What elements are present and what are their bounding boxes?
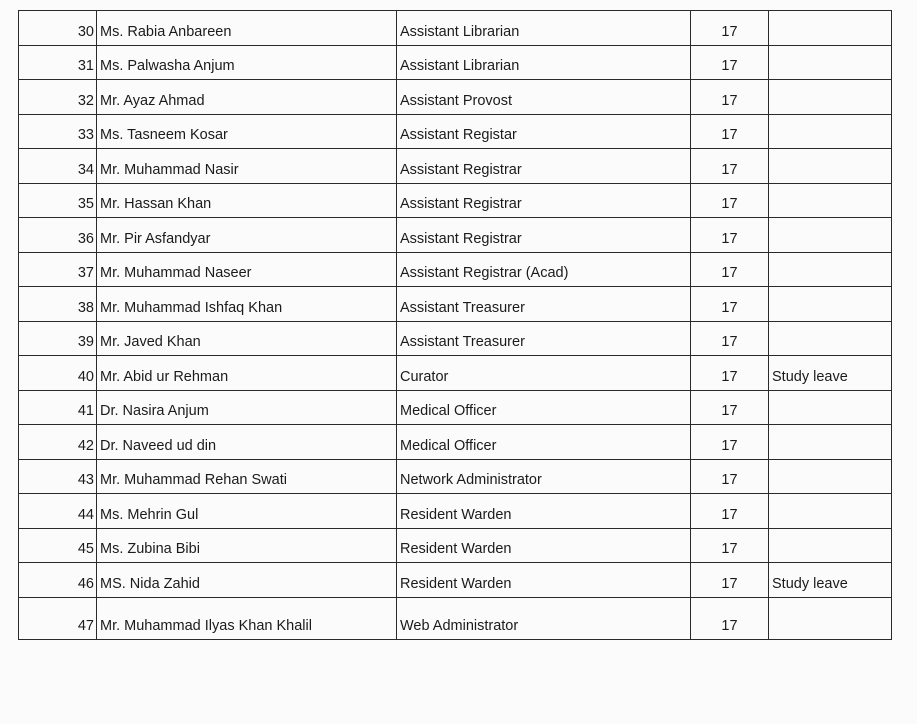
remarks-cell xyxy=(769,149,892,184)
name-cell: Mr. Muhammad Ishfaq Khan xyxy=(97,287,397,322)
grade-cell: 17 xyxy=(691,11,769,46)
grade-cell: 17 xyxy=(691,80,769,115)
serial-number-cell: 31 xyxy=(19,45,97,80)
remarks-cell: Study leave xyxy=(769,563,892,598)
remarks-cell xyxy=(769,11,892,46)
staff-table-body xyxy=(19,11,892,640)
serial-number-cell: 37 xyxy=(19,252,97,287)
serial-number-cell: 30 xyxy=(19,11,97,46)
name-cell: Ms. Rabia Anbareen xyxy=(97,11,397,46)
name-cell: MS. Nida Zahid xyxy=(97,563,397,598)
designation-cell: Network Administrator xyxy=(397,459,691,494)
grade-cell: 17 xyxy=(691,183,769,218)
name-cell: Ms. Palwasha Anjum xyxy=(97,45,397,80)
name-cell: Ms. Mehrin Gul xyxy=(97,494,397,529)
name-cell: Mr. Pir Asfandyar xyxy=(97,218,397,253)
grade-cell: 17 xyxy=(691,563,769,598)
name-cell: Dr. Nasira Anjum xyxy=(97,390,397,425)
page-bottom-margin xyxy=(0,674,917,724)
staff-table xyxy=(18,10,892,640)
table-row xyxy=(19,321,892,356)
designation-cell: Assistant Librarian xyxy=(397,11,691,46)
table-row xyxy=(19,45,892,80)
serial-number-cell: 39 xyxy=(19,321,97,356)
remarks-cell xyxy=(769,183,892,218)
serial-number-cell: 35 xyxy=(19,183,97,218)
table-row xyxy=(19,597,892,639)
serial-number-cell: 33 xyxy=(19,114,97,149)
grade-cell: 17 xyxy=(691,494,769,529)
grade-cell: 17 xyxy=(691,528,769,563)
name-cell: Mr. Hassan Khan xyxy=(97,183,397,218)
designation-cell: Medical Officer xyxy=(397,390,691,425)
serial-number-cell: 41 xyxy=(19,390,97,425)
remarks-cell xyxy=(769,459,892,494)
table-row xyxy=(19,287,892,322)
grade-cell: 17 xyxy=(691,45,769,80)
designation-cell: Medical Officer xyxy=(397,425,691,460)
grade-cell: 17 xyxy=(691,218,769,253)
serial-number-cell: 46 xyxy=(19,563,97,598)
remarks-cell xyxy=(769,494,892,529)
grade-cell: 17 xyxy=(691,252,769,287)
table-row xyxy=(19,149,892,184)
remarks-cell xyxy=(769,287,892,322)
serial-number-cell: 47 xyxy=(19,597,97,639)
table-row xyxy=(19,252,892,287)
designation-cell: Curator xyxy=(397,356,691,391)
designation-cell: Assistant Librarian xyxy=(397,45,691,80)
remarks-cell xyxy=(769,390,892,425)
serial-number-cell: 38 xyxy=(19,287,97,322)
remarks-cell xyxy=(769,45,892,80)
designation-cell: Assistant Treasurer xyxy=(397,287,691,322)
designation-cell: Assistant Registar xyxy=(397,114,691,149)
name-cell: Mr. Muhammad Nasir xyxy=(97,149,397,184)
designation-cell: Assistant Treasurer xyxy=(397,321,691,356)
table-row xyxy=(19,563,892,598)
remarks-cell: Study leave xyxy=(769,356,892,391)
table-row xyxy=(19,80,892,115)
name-cell: Ms. Zubina Bibi xyxy=(97,528,397,563)
name-cell: Mr. Muhammad Naseer xyxy=(97,252,397,287)
serial-number-cell: 45 xyxy=(19,528,97,563)
table-row xyxy=(19,425,892,460)
serial-number-cell: 36 xyxy=(19,218,97,253)
grade-cell: 17 xyxy=(691,597,769,639)
designation-cell: Assistant Registrar xyxy=(397,149,691,184)
table-row xyxy=(19,459,892,494)
remarks-cell xyxy=(769,218,892,253)
serial-number-cell: 32 xyxy=(19,80,97,115)
name-cell: Mr. Abid ur Rehman xyxy=(97,356,397,391)
designation-cell: Assistant Registrar xyxy=(397,218,691,253)
designation-cell: Web Administrator xyxy=(397,597,691,639)
designation-cell: Resident Warden xyxy=(397,494,691,529)
name-cell: Mr. Muhammad Rehan Swati xyxy=(97,459,397,494)
table-row xyxy=(19,114,892,149)
grade-cell: 17 xyxy=(691,356,769,391)
remarks-cell xyxy=(769,114,892,149)
name-cell: Mr. Ayaz Ahmad xyxy=(97,80,397,115)
grade-cell: 17 xyxy=(691,390,769,425)
table-row xyxy=(19,356,892,391)
grade-cell: 17 xyxy=(691,425,769,460)
table-row xyxy=(19,183,892,218)
grade-cell: 17 xyxy=(691,321,769,356)
serial-number-cell: 40 xyxy=(19,356,97,391)
remarks-cell xyxy=(769,425,892,460)
remarks-cell xyxy=(769,528,892,563)
name-cell: Ms. Tasneem Kosar xyxy=(97,114,397,149)
grade-cell: 17 xyxy=(691,149,769,184)
name-cell: Mr. Javed Khan xyxy=(97,321,397,356)
remarks-cell xyxy=(769,321,892,356)
designation-cell: Assistant Registrar xyxy=(397,183,691,218)
designation-cell: Resident Warden xyxy=(397,563,691,598)
remarks-cell xyxy=(769,597,892,639)
serial-number-cell: 42 xyxy=(19,425,97,460)
name-cell: Dr. Naveed ud din xyxy=(97,425,397,460)
table-row xyxy=(19,11,892,46)
serial-number-cell: 34 xyxy=(19,149,97,184)
table-row xyxy=(19,390,892,425)
table-row xyxy=(19,528,892,563)
remarks-cell xyxy=(769,252,892,287)
designation-cell: Assistant Registrar (Acad) xyxy=(397,252,691,287)
remarks-cell xyxy=(769,80,892,115)
grade-cell: 17 xyxy=(691,114,769,149)
designation-cell: Resident Warden xyxy=(397,528,691,563)
serial-number-cell: 44 xyxy=(19,494,97,529)
table-row xyxy=(19,218,892,253)
grade-cell: 17 xyxy=(691,287,769,322)
serial-number-cell: 43 xyxy=(19,459,97,494)
table-row xyxy=(19,494,892,529)
grade-cell: 17 xyxy=(691,459,769,494)
name-cell: Mr. Muhammad Ilyas Khan Khalil xyxy=(97,597,397,639)
designation-cell: Assistant Provost xyxy=(397,80,691,115)
